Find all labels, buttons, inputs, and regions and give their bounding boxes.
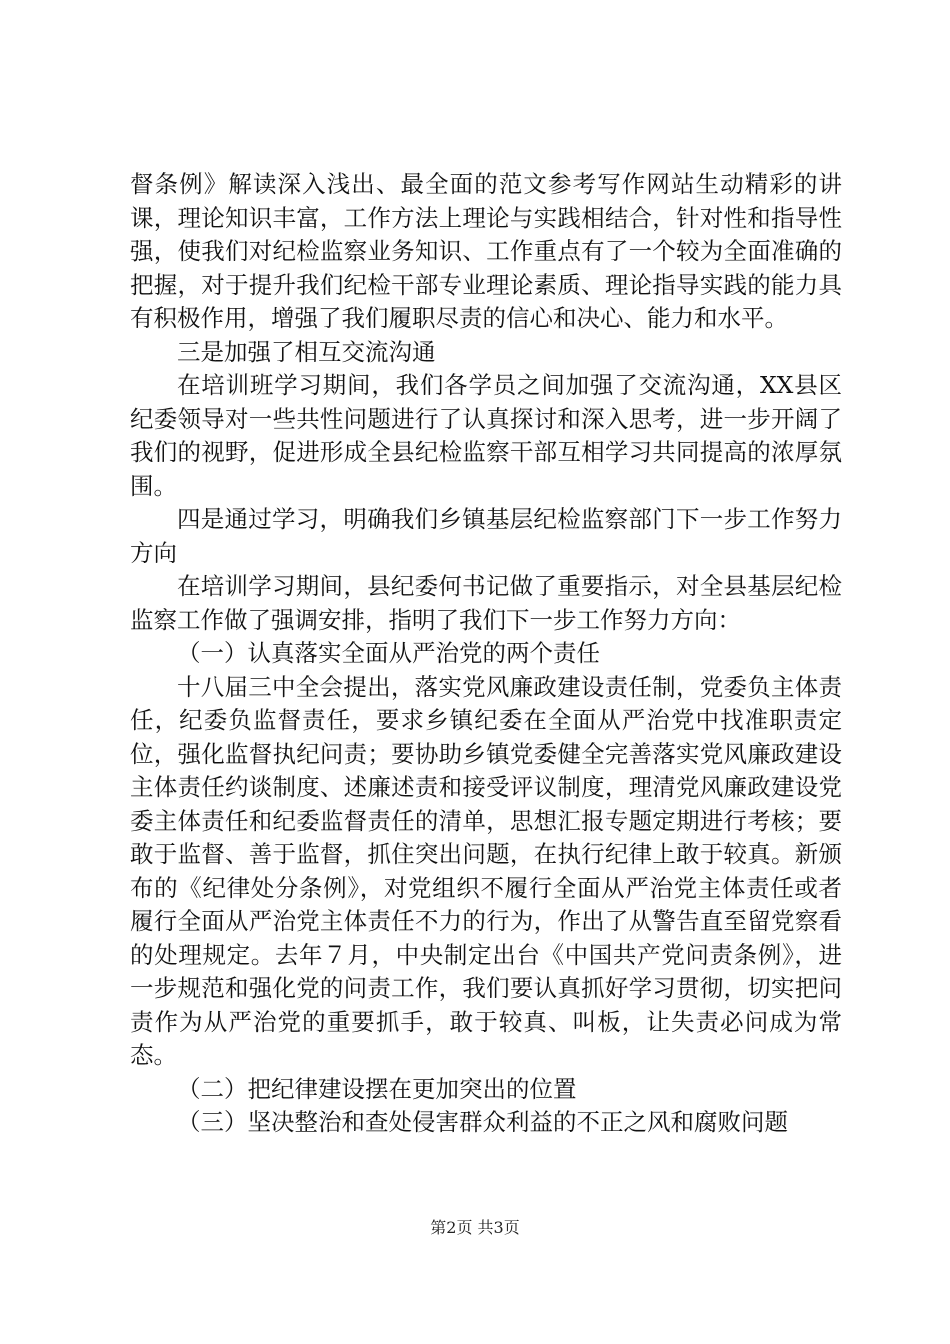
paragraph-continuation: 督条例》解读深入浅出、最全面的范文参考写作网站生动精彩的讲课，理论知识丰富，工作方法上理论与实践相结合，针对性和指导性强，使我们对纪检监察业务知识、工作重点有了一个较为全面准确的把握，对于提升我们纪检干部专业理论素质、理论指导实践的能力具有积极作用，增强了我们履职尽责的信心和决心、能力和水平。: [130, 170, 842, 332]
document-body: [130, 168, 842, 1140]
paragraph-subheading-one: 十八届三中全会提出，落实党风廉政建设责任制，党委负主体责任，纪委负监督责任，要求乡镇纪委在全面从严治党中找准职责定位，强化监督执纪问责；要协助乡镇党委健全完善落实党风廉政建设主体责任约谈制度、述廉述责和接受评议制度，理清党风廉政建设党委主体责任和纪委监督责任的清单，思想汇报专题定期进行考核；要敢于监督、善于监督，抓住突出问题，在执行纪律上敢于较真。新颁布的《纪律处分条例》，对党组织不履行全面从严治党主体责任或者履行全面从严治党主体责任不力的行为，作出了从警告直至留党察看的处理规定。去年７月，中央制定出台《中国共产党问责条例》，进一步规范和强化党的问责工作，我们要认真抓好学习贯彻，切实把问责作为从严治党的重要抓手，敢于较真、叫板，让失责必问成为常态。: [130, 672, 842, 1069]
subheading-two: （二）把纪律建设摆在更加突出的位置: [177, 1074, 577, 1103]
page-number-footer: 第2页 共3页: [430, 1218, 520, 1237]
subheading-three: （三）坚决整治和查处侵害群众利益的不正之风和腐败问题: [177, 1108, 788, 1136]
heading-point-four: 四是通过学习，明确我们乡镇基层纪检监察部门下一步工作努力方向: [130, 505, 842, 567]
heading-point-three: 三是加强了相互交流沟通: [177, 337, 436, 366]
paragraph-point-three: 在培训班学习期间，我们各学员之间加强了交流沟通，XX县区纪委领导对一些共性问题进行了认真探讨和深入思考，进一步开阔了我们的视野，促进形成全县纪检监察干部互相学习共同提高的浓厚氛围。: [130, 371, 842, 500]
subheading-one: （一）认真落实全面从严治党的两个责任: [177, 639, 600, 667]
paragraph-point-four: 在培训学习期间，县纪委何书记做了重要指示，对全县基层纪检监察工作做了强调安排，指明了我们下一步工作努力方向：: [130, 572, 842, 634]
